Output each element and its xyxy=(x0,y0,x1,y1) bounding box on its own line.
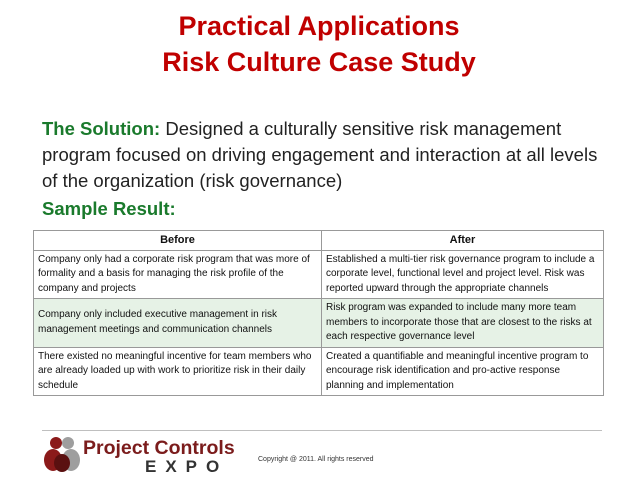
logo-sub: EXPO xyxy=(145,457,229,476)
cell-after: Risk program was expanded to include many more team members to incorporate those that are closest to the risks at each respective governance level xyxy=(322,299,604,348)
table-row xyxy=(34,299,604,348)
before-after-table xyxy=(33,230,604,396)
logo-name: Project Controls xyxy=(83,437,235,459)
header-before: Before xyxy=(34,231,322,251)
solution-text: Designed a culturally sensitive risk management program focused on driving engagement and interaction at all levels of the organization (risk governance) xyxy=(42,118,598,191)
slide-title-line1: Practical Applications xyxy=(178,11,460,41)
sample-result-label: Sample Result: xyxy=(42,198,176,219)
footer-divider xyxy=(42,430,602,431)
cell-before: There existed no meaningful incentive for team members who are already loaded up with work to prioritize risk in their daily schedule xyxy=(34,347,322,396)
slide-title-line2: Risk Culture Case Study xyxy=(162,47,476,77)
table-row xyxy=(34,347,604,396)
cell-after: Created a quantifiable and meaningful incentive program to encourage risk identification and pro-active response planning and implementation xyxy=(322,347,604,396)
header-after: After xyxy=(322,231,604,251)
copyright-text: Copyright @ 2011. All rights reserved xyxy=(258,456,374,463)
solution-paragraph xyxy=(42,116,612,194)
cell-before: Company only had a corporate risk program that was more of formality and a basis for managing the risk profile of the company and projects xyxy=(34,250,322,299)
table-header-row xyxy=(34,231,604,251)
cell-after: Established a multi-tier risk governance program to include a corporate level, functional level and project level. Risk was reported upward through the appropriate channels xyxy=(322,250,604,299)
solution-label: The Solution: xyxy=(42,118,161,139)
cell-before: Company only included executive management in risk management meetings and communication channels xyxy=(34,299,322,348)
table-row xyxy=(34,250,604,299)
